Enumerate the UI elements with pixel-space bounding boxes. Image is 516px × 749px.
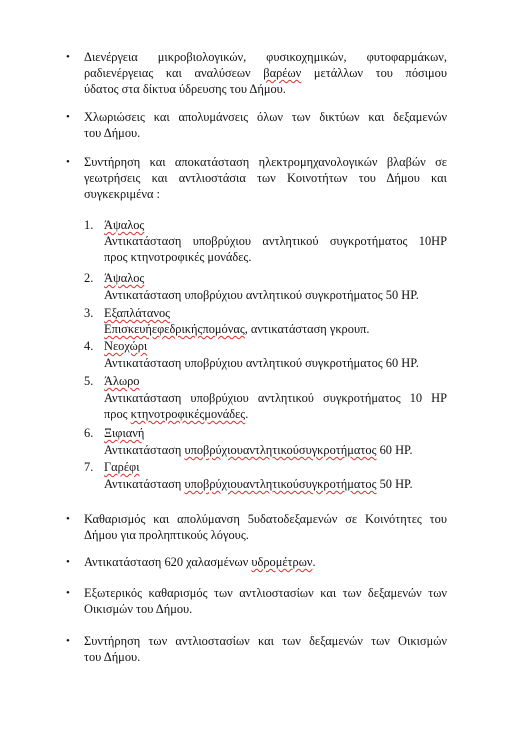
bullet-marker: • xyxy=(66,111,70,123)
location-description xyxy=(104,287,447,303)
bullet-marker: • xyxy=(66,556,70,568)
bullet-item-station-maintenance xyxy=(84,633,447,665)
list-number: 4. xyxy=(84,339,94,353)
text-line xyxy=(84,65,447,81)
list-number: 6. xyxy=(84,426,94,440)
text-line: του Δήμου. xyxy=(84,126,141,140)
list-number: 3. xyxy=(84,306,94,320)
text-line: του Δήμου. xyxy=(84,650,141,664)
text-segment: μετάλλων του πόσιμου xyxy=(301,66,447,80)
text-line xyxy=(104,476,447,492)
text-line: προς κτηνοτροφικές μονάδες. xyxy=(104,250,252,264)
text-line: Συντήρηση και αποκατάσταση ηλεκτρομηχανολογικών βλαβών σε xyxy=(84,155,447,169)
text-line: Αντικατάσταση υποβρύχιου αντλητικού συγκροτήματος 10 HP xyxy=(104,391,447,405)
spellcheck-word: Επισκευήεφεδρικήςπομόνας xyxy=(104,322,245,336)
location-title: Νεοχώρι xyxy=(104,339,148,353)
text-line: συγκεκριμένα : xyxy=(84,187,160,201)
text-line: Συντήρηση των αντλιοστασίων και των δεξαμενών των Οικισμών xyxy=(84,634,447,648)
location-title: Άψαλος xyxy=(104,271,145,285)
text-segment: . xyxy=(312,555,316,569)
text-segment: ραδιενέργειας και αναλύσεων xyxy=(84,66,264,80)
spellcheck-word: υποβρύχιουαντλητικούσυγκροτήματος xyxy=(184,443,377,457)
list-number: 1. xyxy=(84,218,94,232)
bullet-item-tank-cleaning xyxy=(84,511,447,543)
location-description xyxy=(104,233,447,265)
text-segment: προς xyxy=(104,407,131,421)
text-segment: 60 HP. xyxy=(376,443,413,457)
text-line: Χλωριώσεις και απολυμάνσεις όλων των δικτύων και δεξαμενών xyxy=(84,110,447,124)
location-description xyxy=(104,442,447,458)
location-description xyxy=(104,355,447,371)
bullet-marker: • xyxy=(66,513,70,525)
bullet-marker: • xyxy=(66,51,70,63)
text-segment: Αντικατάσταση 620 χαλασμένων xyxy=(84,555,252,569)
location-title: Άλωρο xyxy=(104,374,140,388)
list-number: 5. xyxy=(84,374,94,388)
bullet-marker: • xyxy=(66,587,70,599)
text-line: Καθαρισμός και απολύμανση 5υδατοδεξαμενών σε Κοινότητες του xyxy=(84,512,447,526)
location-title: Εξαπλάτανος xyxy=(104,306,171,320)
location-title: Ξιφιανή xyxy=(104,426,145,440)
text-line xyxy=(104,321,447,337)
text-line: Αντικατάσταση υποβρύχιου αντλητικού συγκροτήματος 60 HP. xyxy=(104,356,419,370)
text-line xyxy=(104,406,447,422)
text-line: Αντικατάσταση υποβρύχιου αντλητικού συγκροτήματος 50 HP. xyxy=(104,288,419,302)
text-segment: 50 HP. xyxy=(376,477,413,491)
text-line: Οικισμών του Δήμου. xyxy=(84,602,193,616)
text-line: γεωτρήσεις και αντλιοστάσια των Κοινοτήτων του Δήμου και xyxy=(84,171,447,185)
text-line xyxy=(104,442,447,458)
bullet-item-maintenance xyxy=(84,154,447,202)
spellcheck-word: κτηνοτροφικέςμονάδες xyxy=(130,407,246,421)
text-segment: . xyxy=(245,407,249,421)
location-description xyxy=(104,390,447,422)
text-segment: Αντικατάσταση xyxy=(104,477,185,491)
location-description xyxy=(104,321,447,337)
bullet-item-water-analyses xyxy=(84,49,447,97)
spellcheck-word: υποβρύχιουαντλητικούσυγκροτήματος xyxy=(184,477,377,491)
bullet-marker: • xyxy=(66,635,70,647)
text-line: Εξωτερικός καθαρισμός των αντλιοστασίων και των δεξαμενών των xyxy=(84,586,447,600)
list-number: 7. xyxy=(84,460,94,474)
text-line: Διενέργεια μικροβιολογικών, φυσικοχημικών, φυτοφαρμάκων, xyxy=(84,50,447,64)
text-line: Δήμου για προληπτικούς λόγους. xyxy=(84,528,249,542)
bullet-item-exterior-cleaning xyxy=(84,585,447,617)
spellcheck-word: υδρομέτρων xyxy=(251,555,313,569)
location-title: Άψαλος xyxy=(104,218,145,232)
list-number: 2. xyxy=(84,271,94,285)
location-title: Γαρέφι xyxy=(104,460,140,474)
location-description xyxy=(104,476,447,492)
bullet-item-chlorination xyxy=(84,109,447,141)
bullet-item-water-meters xyxy=(84,554,447,570)
text-segment: Αντικατάσταση xyxy=(104,443,185,457)
spellcheck-word: βαρέων xyxy=(263,66,302,80)
text-line: ύδατος στα δίκτυα ύδρευσης του Δήμου. xyxy=(84,82,286,96)
text-segment: , αντικατάσταση γκρουπ. xyxy=(244,322,370,336)
bullet-marker: • xyxy=(66,156,70,168)
text-line: Αντικατάσταση υποβρύχιου αντλητικού συγκροτήματος 10HP xyxy=(104,234,447,248)
